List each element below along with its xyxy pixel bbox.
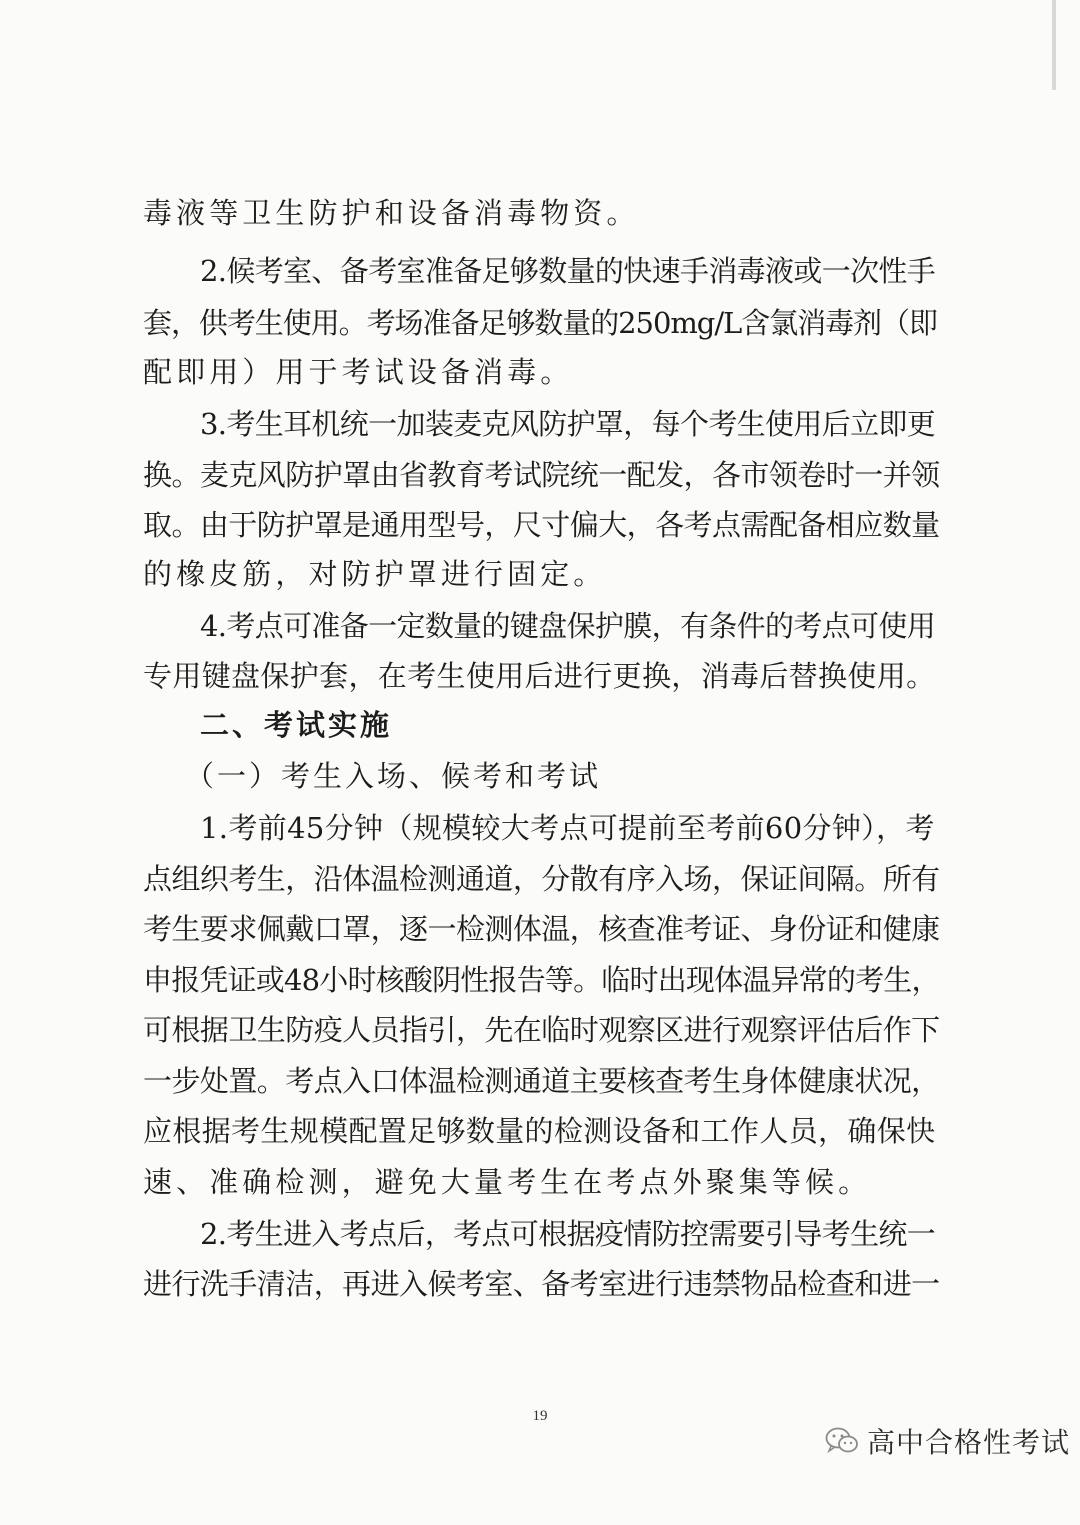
body-line: 考生要求佩戴口罩，逐一检测体温，核查准考证、身份证和健康 <box>143 912 940 946</box>
page-number: 19 <box>532 1408 548 1424</box>
body-line: 换。麦克风防护罩由省教育考试院统一配发，各市领卷时一并领 <box>143 458 940 492</box>
body-line: 速、准确检测，避免大量考生在考点外聚集等候。 <box>143 1165 872 1199</box>
section-heading: 二、考试实施 <box>200 708 393 742</box>
body-line: 申报凭证或48小时核酸阴性报告等。临时出现体温异常的考生， <box>143 963 940 997</box>
subsection-heading: （一）考生入场、候考和考试 <box>185 759 602 793</box>
body-line: 2.考生进入考点后，考点可根据疫情防控需要引导考生统一 <box>200 1217 936 1251</box>
watermark <box>825 1421 1070 1461</box>
body-line: 3.考生耳机统一加装麦克风防护罩，每个考生使用后立即更 <box>200 407 936 441</box>
body-line: 毒液等卫生防护和设备消毒物资。 <box>143 196 640 230</box>
body-line: 4.考点可准备一定数量的键盘保护膜，有条件的考点可使用 <box>200 609 936 643</box>
body-line: 专用键盘保护套，在考生使用后进行更换，消毒后替换使用。 <box>143 659 936 693</box>
body-line: 可根据卫生防疫人员指引，先在临时观察区进行观察评估后作下 <box>143 1013 940 1047</box>
body-line: 一步处置。考点入口体温检测通道主要核查考生身体健康状况， <box>143 1064 940 1098</box>
body-line: 点组织考生，沿体温检测通道，分散有序入场，保证间隔。所有 <box>143 862 940 896</box>
body-line: 套，供考生使用。考场准备足够数量的250mg/L含氯消毒剂（即 <box>143 306 937 340</box>
body-line: 的橡皮筋，对防护罩进行固定。 <box>143 557 607 591</box>
body-line: 2.候考室、备考室准备足够数量的快速手消毒液或一次性手 <box>200 254 936 288</box>
body-line: 取。由于防护罩是通用型号，尺寸偏大，各考点需配备相应数量 <box>143 508 940 542</box>
body-line: 应根据考生规模配置足够数量的检测设备和工作人员，确保快 <box>143 1114 936 1148</box>
body-line: 1.考前45分钟（规模较大考点可提前至考前60分钟），考 <box>200 811 935 845</box>
wechat-icon <box>825 1426 859 1456</box>
body-line: 配即用）用于考试设备消毒。 <box>143 355 574 389</box>
scan-edge-mark <box>1052 0 1056 90</box>
body-line: 进行洗手清洁，再进入候考室、备考室进行违禁物品检查和进一 <box>143 1267 940 1301</box>
watermark-label: 高中合格性考试 <box>867 1426 1071 1459</box>
